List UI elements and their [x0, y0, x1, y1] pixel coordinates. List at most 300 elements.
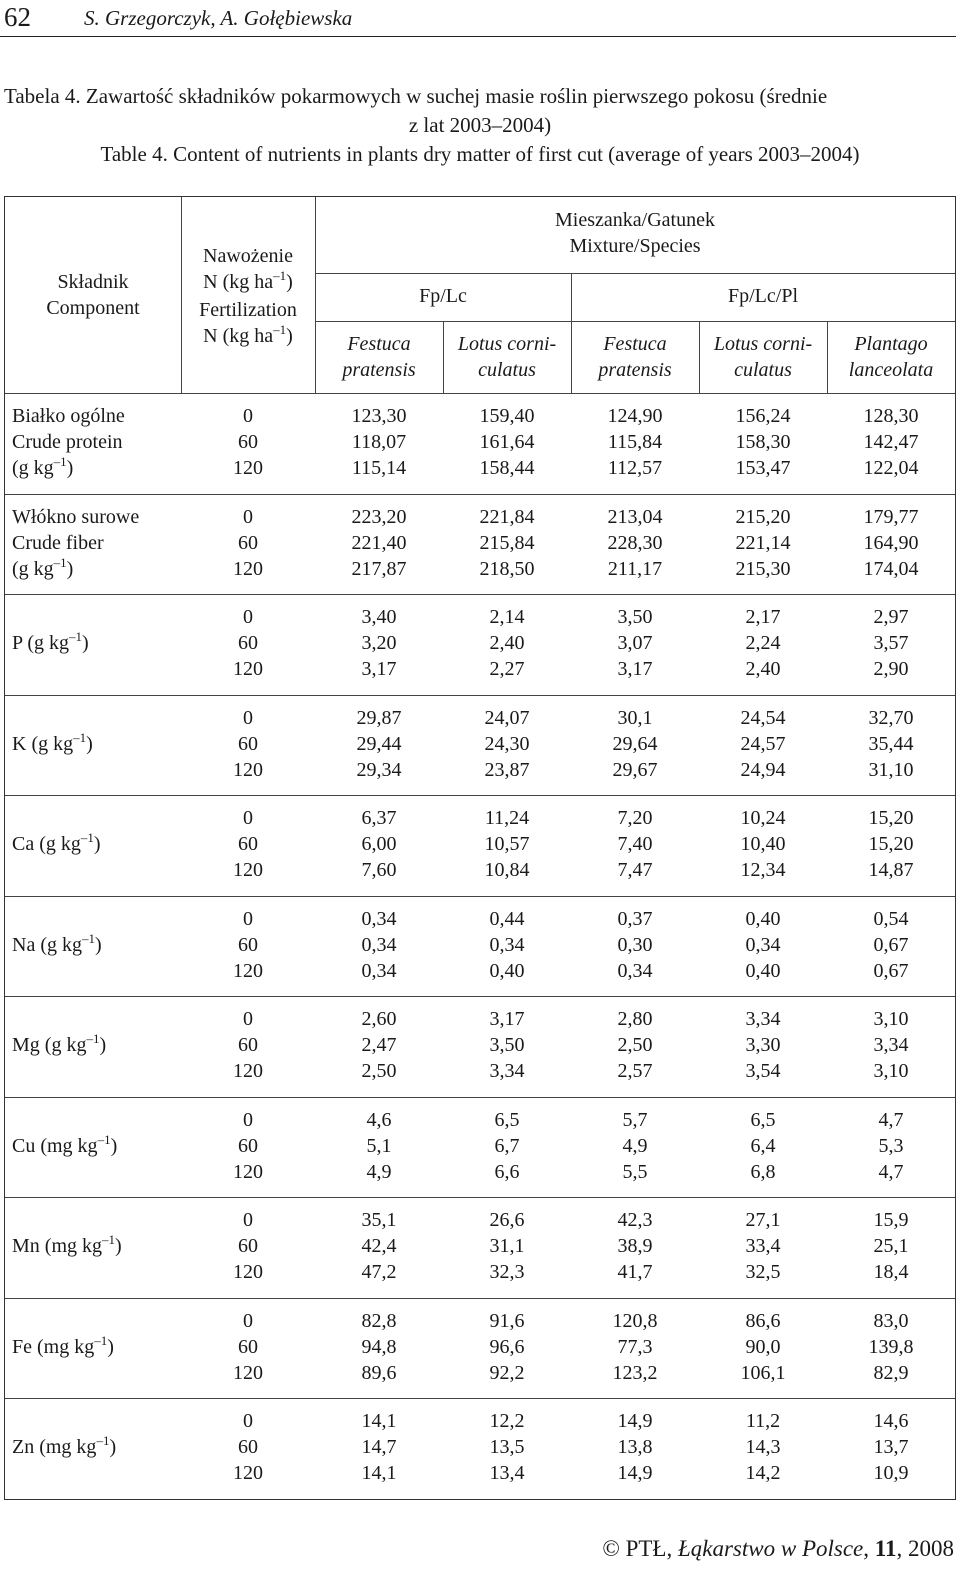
value: 159,40: [479, 405, 535, 427]
value-cell: [699, 1408, 827, 1486]
value: 77,3: [617, 1335, 653, 1358]
unit-close-paren: ): [82, 632, 89, 654]
value: 7,47: [617, 859, 653, 881]
row-separator: [5, 1197, 955, 1198]
header-fert-en: Fertilization: [199, 299, 297, 321]
value: 24,94: [740, 758, 786, 781]
header-fert-unit-pl-text: N (kg ha: [203, 271, 274, 293]
value-cell: [699, 403, 827, 481]
value-cell: [699, 705, 827, 783]
row-label: [12, 403, 182, 483]
value: 124,90: [607, 405, 663, 427]
value: 38,9: [617, 1235, 653, 1257]
value-cell: [443, 805, 571, 883]
value: 0,34: [361, 933, 397, 956]
value: 12,34: [740, 859, 786, 881]
row-label-line: [12, 403, 182, 429]
value: 6,4: [750, 1134, 776, 1157]
value-cell: [571, 504, 699, 582]
header-species-4: [699, 331, 827, 383]
caption-polish-line-2: z lat 2003–2004): [408, 113, 552, 137]
value: 2,40: [489, 632, 525, 654]
value: 3,34: [873, 1034, 909, 1056]
header-fert-unit-en-text: N (kg ha: [203, 325, 274, 347]
value: 2,14: [489, 606, 525, 628]
unit-exponent: –1: [80, 830, 94, 845]
value: 82,9: [873, 1361, 909, 1384]
footer-volume: 11: [874, 1536, 897, 1561]
fertilization-level: 60: [238, 1436, 258, 1458]
value-cell: [827, 906, 955, 984]
row-label-line: [12, 831, 182, 859]
value: 3,10: [873, 1060, 909, 1082]
nutrient-table: [4, 196, 956, 1500]
value: 29,64: [612, 732, 658, 755]
value: 123,2: [612, 1361, 658, 1384]
value: 0,54: [873, 907, 909, 930]
unit-close-paren: ): [86, 732, 93, 755]
value-cell: [699, 1006, 827, 1084]
value: 0,34: [361, 907, 397, 930]
value-cell: [315, 805, 443, 883]
value: 29,67: [612, 758, 658, 781]
value: 3,07: [617, 632, 653, 654]
fertilization-level: 0: [243, 1309, 253, 1332]
value: 215,20: [735, 505, 791, 528]
row-label-text: Zn (mg kg: [12, 1436, 97, 1458]
value: 7,40: [617, 833, 653, 855]
value: 153,47: [735, 457, 791, 479]
value: 15,20: [868, 807, 914, 829]
value-cell: [827, 1107, 955, 1185]
fertilization-level: 0: [243, 1008, 253, 1030]
value: 211,17: [607, 557, 663, 580]
header-species-line: Lotus corni-: [713, 333, 813, 355]
value: 10,84: [484, 859, 530, 881]
value: 29,44: [356, 732, 402, 755]
caption-polish-line-1: Tabela 4. Zawartość składników pokarmowych w suchej masie roślin pierwszego pokosu (średnie: [4, 84, 828, 108]
unit-exponent: –1: [53, 454, 67, 469]
value: 14,9: [617, 1410, 653, 1432]
value: 24,07: [484, 706, 530, 729]
fertilization-level: 60: [238, 1235, 258, 1257]
value: 139,8: [868, 1335, 914, 1358]
value: 115,84: [607, 431, 663, 453]
value: 223,20: [351, 505, 407, 528]
header-species-line: Lotus corni-: [457, 333, 557, 355]
unit-close-paren: ): [66, 557, 74, 580]
unit-exponent: –1: [86, 1031, 100, 1046]
value: 158,44: [479, 457, 535, 479]
value: 82,8: [361, 1309, 397, 1332]
value: 2,50: [617, 1034, 653, 1056]
value-cell: [443, 1308, 571, 1386]
row-label-text: K (g kg: [12, 732, 74, 755]
row-label-line: [12, 455, 182, 483]
value-cell: [827, 504, 955, 582]
header-species-2: [443, 331, 571, 383]
value-cell: [699, 1308, 827, 1386]
header-species-line: pratensis: [342, 359, 416, 381]
value-cell: [827, 403, 955, 481]
fertilization-level: 120: [233, 1361, 263, 1384]
value-cell: [315, 1408, 443, 1486]
fertilization-levels: [181, 504, 315, 582]
value: 3,57: [873, 632, 909, 654]
header-component-pl: Składnik: [57, 271, 129, 293]
footer-sep: ,: [863, 1536, 875, 1561]
unit-exponent: –1: [73, 729, 87, 745]
value-cell: [827, 805, 955, 883]
value: 6,5: [750, 1108, 776, 1131]
unit-exponent: –1: [53, 554, 67, 570]
value: 26,6: [489, 1209, 525, 1231]
value: 2,27: [489, 658, 525, 680]
header-species-line: lanceolata: [848, 359, 934, 381]
value: 2,90: [873, 658, 909, 680]
value-cell: [827, 1207, 955, 1285]
page-number: 62: [4, 2, 31, 32]
header-mixture: [315, 207, 955, 259]
value: 14,2: [745, 1462, 781, 1484]
value: 6,5: [494, 1108, 520, 1131]
value-cell: [571, 1207, 699, 1285]
value: 228,30: [607, 531, 663, 554]
value: 25,1: [873, 1235, 909, 1257]
fertilization-level: 60: [238, 1335, 258, 1358]
value: 161,64: [479, 431, 535, 453]
value: 6,37: [361, 807, 397, 829]
value: 6,8: [750, 1160, 776, 1183]
value: 112,57: [607, 457, 663, 479]
value-cell: [443, 1107, 571, 1185]
value: 2,40: [745, 658, 781, 680]
value: 90,0: [745, 1335, 781, 1358]
value: 4,9: [366, 1160, 392, 1183]
value: 12,2: [489, 1410, 525, 1432]
header-bottom-rule: [5, 393, 955, 394]
value: 24,30: [484, 732, 530, 755]
fertilization-level: 60: [238, 833, 258, 855]
row-label-line: [12, 530, 182, 556]
value-cell: [443, 906, 571, 984]
value-cell: [699, 604, 827, 682]
value: 6,7: [494, 1134, 520, 1157]
fertilization-level: 60: [238, 431, 258, 453]
fertilization-level: 120: [233, 1060, 263, 1082]
row-label: [12, 1334, 182, 1362]
value: 14,3: [745, 1436, 781, 1458]
header-species-3: [571, 331, 699, 383]
row-label-line: [12, 556, 182, 584]
fertilization-level: 60: [238, 732, 258, 755]
header-species-line: Festuca: [603, 333, 667, 355]
unit-close-paren: ): [99, 1034, 107, 1056]
value: 0,67: [873, 959, 909, 982]
value-cell: [315, 906, 443, 984]
fertilization-level: 60: [238, 632, 258, 654]
header-component: [5, 269, 181, 321]
value: 86,6: [745, 1309, 781, 1332]
value-cell: [827, 1308, 955, 1386]
value: 10,24: [740, 807, 786, 829]
header-fert-unit-pl-paren: ): [286, 271, 293, 293]
row-label-line: [12, 1334, 182, 1362]
value-cell: [699, 504, 827, 582]
row-label: [12, 831, 182, 859]
value: 2,57: [617, 1060, 653, 1082]
value-cell: [443, 604, 571, 682]
value: 2,24: [745, 632, 781, 654]
header-fert-unit-en-sup: –1: [273, 322, 287, 337]
row-separator: [5, 494, 955, 495]
value: 13,5: [489, 1436, 525, 1458]
value: 179,77: [863, 505, 919, 528]
row-label-line: [12, 1133, 182, 1161]
value: 15,9: [873, 1209, 909, 1231]
value: 2,80: [617, 1008, 653, 1030]
value-cell: [443, 1207, 571, 1285]
unit-close-paren: ): [110, 1134, 118, 1157]
value-cell: [315, 705, 443, 783]
value: 24,54: [740, 706, 786, 729]
row-label-text: Cu (mg kg: [12, 1134, 98, 1157]
value: 10,57: [484, 833, 530, 855]
value: 2,50: [361, 1060, 397, 1082]
fertilization-level: 0: [243, 706, 253, 729]
unit-close-paren: ): [93, 833, 101, 855]
unit-close-paren: ): [115, 1235, 122, 1257]
value: 3,17: [617, 658, 653, 680]
unit-close-paren: ): [94, 933, 102, 956]
value: 42,4: [361, 1235, 397, 1257]
value: 18,4: [873, 1261, 909, 1283]
value: 96,6: [489, 1335, 525, 1358]
fertilization-levels: [181, 1207, 315, 1285]
value-cell: [827, 1408, 955, 1486]
row-label-text: Ca (g kg: [12, 833, 81, 855]
row-label: [12, 1233, 182, 1261]
value: 215,30: [735, 557, 791, 580]
value: 218,50: [479, 557, 535, 580]
footer-copyright: [602, 1536, 954, 1562]
value-cell: [571, 604, 699, 682]
value: 3,34: [489, 1060, 525, 1082]
value: 2,60: [361, 1008, 397, 1030]
fertilization-levels: [181, 1408, 315, 1486]
fertilization-level: 120: [233, 959, 263, 982]
value: 6,00: [361, 833, 397, 855]
value: 0,34: [617, 959, 653, 982]
header-fert-pl: Nawożenie: [203, 245, 293, 267]
value: 31,10: [868, 758, 914, 781]
value-cell: [571, 1006, 699, 1084]
value: 122,04: [863, 457, 919, 479]
value: 11,2: [745, 1410, 781, 1432]
value: 14,1: [361, 1410, 397, 1432]
value-cell: [443, 1006, 571, 1084]
row-label-line: [12, 504, 182, 530]
fertilization-levels: [181, 1006, 315, 1084]
value: 42,3: [617, 1209, 653, 1231]
value: 7,20: [617, 807, 653, 829]
unit-close-paren: ): [66, 457, 74, 479]
header-group-fp-lc-pl: Fp/Lc/Pl: [727, 285, 798, 307]
fertilization-level: 0: [243, 1209, 253, 1231]
value: 3,17: [489, 1008, 525, 1030]
fertilization-levels: [181, 1308, 315, 1386]
unit-exponent: –1: [94, 1332, 108, 1348]
row-label-text: Crude fiber: [12, 531, 104, 554]
fertilization-levels: [181, 906, 315, 984]
value: 3,50: [489, 1034, 525, 1056]
unit-exponent: –1: [97, 1131, 111, 1147]
row-label: [12, 630, 182, 658]
value: 13,7: [873, 1436, 909, 1458]
fertilization-level: 120: [233, 1160, 263, 1183]
row-label: [12, 731, 182, 759]
value: 4,6: [366, 1108, 392, 1131]
value: 221,14: [735, 531, 791, 554]
row-separator: [5, 896, 955, 897]
value: 2,97: [873, 606, 909, 628]
value: 11,24: [484, 807, 530, 829]
value: 174,04: [863, 557, 919, 580]
unit-exponent: –1: [69, 629, 83, 644]
footer-year: , 2008: [896, 1536, 954, 1561]
value: 0,34: [489, 933, 525, 956]
fertilization-level: 60: [238, 933, 258, 956]
value-cell: [443, 504, 571, 582]
header-species-line: pratensis: [598, 359, 672, 381]
value: 94,8: [361, 1335, 397, 1358]
unit-exponent: –1: [102, 1232, 115, 1247]
fertilization-levels: [181, 403, 315, 481]
value: 14,9: [617, 1462, 653, 1484]
value: 13,4: [489, 1462, 525, 1484]
row-label: [12, 1434, 182, 1462]
row-label-text: P (g kg: [12, 632, 70, 654]
value: 106,1: [740, 1361, 786, 1384]
value-cell: [571, 1408, 699, 1486]
value: 120,8: [612, 1309, 658, 1332]
fertilization-levels: [181, 604, 315, 682]
value: 4,7: [878, 1108, 904, 1131]
value-cell: [315, 1107, 443, 1185]
value-cell: [315, 604, 443, 682]
fertilization-level: 0: [243, 807, 253, 829]
fertilization-level: 0: [243, 1410, 253, 1432]
row-label-line: [12, 932, 182, 960]
header-species-line: Plantago: [854, 333, 928, 355]
value: 215,84: [479, 531, 535, 554]
row-label-text: Mg (g kg: [12, 1034, 87, 1056]
header-fert-unit-pl: [181, 269, 315, 297]
row-separator: [5, 1298, 955, 1299]
value: 33,4: [745, 1235, 781, 1257]
value: 3,34: [745, 1008, 781, 1030]
header-fertilization: [181, 243, 315, 351]
header-component-en: Component: [46, 297, 140, 319]
header-fert-unit-en-paren: ): [286, 325, 293, 347]
value: 3,40: [361, 606, 397, 628]
fertilization-levels: [181, 1107, 315, 1185]
value: 14,7: [361, 1436, 397, 1458]
unit-exponent: –1: [81, 930, 95, 946]
value-cell: [315, 1207, 443, 1285]
row-label-line: [12, 731, 182, 759]
value: 3,54: [745, 1060, 781, 1082]
value-cell: [315, 504, 443, 582]
fertilization-level: 120: [233, 557, 263, 580]
value: 0,34: [361, 959, 397, 982]
value: 91,6: [489, 1309, 525, 1332]
value: 7,60: [361, 859, 397, 881]
value: 89,6: [361, 1361, 397, 1384]
row-label-text: Włókno surowe: [12, 505, 140, 528]
fertilization-level: 60: [238, 1134, 258, 1157]
row-label-text: (g kg: [12, 557, 54, 580]
value-cell: [571, 1308, 699, 1386]
row-separator: [5, 594, 955, 595]
value: 32,3: [489, 1261, 525, 1283]
header-species-line: culatus: [478, 359, 536, 381]
value: 128,30: [863, 405, 919, 427]
value: 3,17: [361, 658, 397, 680]
row-label: [12, 1032, 182, 1060]
value: 10,40: [740, 833, 786, 855]
row-label-line: [12, 429, 182, 455]
fertilization-level: 0: [243, 907, 253, 930]
caption-english: Table 4. Content of nutrients in plants dry matter of first cut (average of years 2003–2004): [100, 142, 860, 166]
value: 221,84: [479, 505, 535, 528]
value: 0,40: [745, 959, 781, 982]
unit-exponent: –1: [96, 1433, 110, 1448]
row-separator: [5, 795, 955, 796]
fertilization-level: 120: [233, 457, 263, 479]
value: 3,30: [745, 1034, 781, 1056]
value: 0,40: [489, 959, 525, 982]
fertilization-levels: [181, 805, 315, 883]
value-cell: [699, 906, 827, 984]
unit-close-paren: ): [109, 1436, 117, 1458]
value-cell: [827, 1006, 955, 1084]
value: 41,7: [617, 1261, 653, 1283]
row-separator: [5, 1398, 955, 1399]
value: 115,14: [351, 457, 407, 479]
value: 27,1: [745, 1209, 781, 1231]
row-label: [12, 504, 182, 584]
value-cell: [827, 705, 955, 783]
value: 0,30: [617, 933, 653, 956]
value: 5,3: [878, 1134, 904, 1157]
row-label-line: [12, 1233, 182, 1261]
value: 47,2: [361, 1261, 397, 1283]
header-rule-groups: [315, 321, 955, 322]
value-cell: [443, 1408, 571, 1486]
value: 118,07: [351, 431, 407, 453]
value: 0,44: [489, 907, 525, 930]
value: 156,24: [735, 405, 791, 427]
header-group-fp-lc: Fp/Lc: [419, 285, 467, 307]
fertilization-level: 120: [233, 658, 263, 680]
row-separator: [5, 996, 955, 997]
value: 213,04: [607, 505, 663, 528]
fertilization-level: 120: [233, 1261, 263, 1283]
value: 14,6: [873, 1410, 909, 1432]
value-cell: [699, 1107, 827, 1185]
row-separator: [5, 1097, 955, 1098]
